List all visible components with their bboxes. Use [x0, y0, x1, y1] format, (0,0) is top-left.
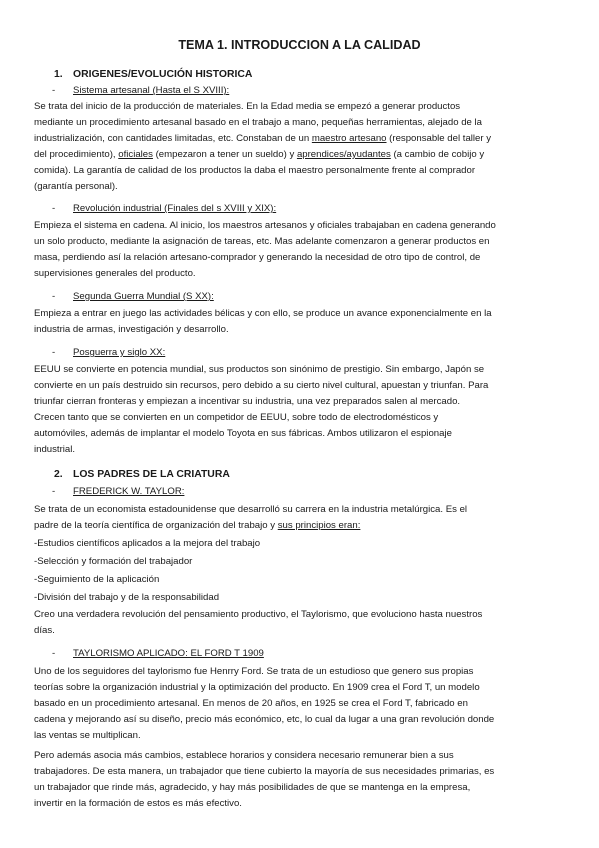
paragraph-line: Crecen tanto que se convierten en un competidor de EEUU, sobre todo de electrodomésticos y [34, 412, 439, 423]
paragraph-line: teorías sobre la organización industrial y la optimización del producto. En 1909 crea el Ford T, un modelo [34, 682, 480, 693]
section-title-padres: LOS PADRES DE LA CRIATURA [73, 469, 230, 480]
bullet-dash: - [52, 486, 56, 497]
paragraph-line: Creo una verdadera revolución del pensamiento productivo, el Taylorismo, que evoluciono hasta nuestros [34, 609, 483, 620]
paragraph-line: un solo producto, mediante la asignación de tareas, etc. Mas adelante comenzaron a generar productos en [34, 236, 490, 247]
list-item: -División del trabajo y de la responsabilidad [34, 592, 220, 603]
term-oficiales: oficiales [118, 149, 153, 160]
subheading-posguerra: Posguerra y siglo XX: [73, 347, 166, 358]
paragraph-line: comida). La garantía de calidad de los productos la daba el maestro personalmente frente al comprador [34, 165, 476, 176]
bullet-dash: - [52, 291, 56, 302]
paragraph-line: trabajadores. De esta manera, un trabajador que tiene cubierto la mayoría de sus necesidades primarias, es [34, 766, 495, 777]
paragraph-line: automóviles, además de implantar el modelo Toyota en sus fábricas. Ambos utilizaron el espionaje [34, 428, 452, 439]
document-title: TEMA 1. INTRODUCCION A LA CALIDAD [178, 38, 421, 52]
paragraph-line: Uno de los seguidores del taylorismo fue Henrry Ford. Se trata de un estudioso que genero sus propias [34, 666, 474, 677]
paragraph-line: padre de la teoría científica de organización del trabajo y sus principios eran: [34, 520, 361, 531]
paragraph-line: un trabajador que rinde más, agradecido, y hay más posibilidades de que se mantenga en la empresa, [34, 782, 471, 793]
paragraph-line: EEUU se convierte en potencia mundial, sus productos son sinónimo de prestigio. Sin embargo, Japón se [34, 364, 485, 375]
term-aprendices: aprendices/ayudantes [296, 149, 391, 160]
list-item: -Seguimiento de la aplicación [34, 574, 160, 585]
section-title-origenes: ORIGENES/EVOLUCIÓN HISTORICA [73, 69, 253, 80]
paragraph-line: Empieza a entrar en juego las actividades bélicas y con ello, se produce un avance exponencialmente en la [34, 308, 492, 319]
bullet-dash: - [52, 347, 56, 358]
subheading-revolucion-industrial: Revolución industrial (Finales del s XVIII y XIX): [73, 203, 277, 214]
bullet-dash: - [52, 203, 56, 214]
paragraph-line: (garantía personal). [34, 181, 118, 192]
paragraph-line: cadena y mejorando así su diseño, precio más económico, etc, lo cual da lugar a una gran revolución donde [34, 714, 495, 725]
subheading-taylor: FREDERICK W. TAYLOR: [73, 486, 185, 497]
paragraph-line: supervisiones generales del producto. [34, 268, 196, 279]
paragraph-line: Empieza el sistema en cadena. Al inicio, los maestros artesanos y oficiales trabajaban en cadena generando [34, 220, 496, 231]
paragraph-line: del procedimiento), oficiales (empezaron a tener un sueldo) y aprendices/ayudantes (a cambio de cobijo y [34, 149, 485, 160]
paragraph-line: mediante un procedimiento artesanal basado en el trabajo a mano, pequeñas herramientas, alejado de la [34, 117, 483, 128]
subheading-taylorismo-aplicado: TAYLORISMO APLICADO: EL FORD T 1909 [73, 648, 264, 659]
subheading-segunda-guerra: Segunda Guerra Mundial (S XX): [73, 291, 214, 302]
paragraph-line: industria de armas, investigación y desarrollo. [34, 324, 229, 335]
paragraph-line: Se trata de un economista estadounidense que desarrolló su carrera en la industria metalúrgica. Es el [34, 504, 468, 515]
paragraph-line: las ventas se multiplican. [34, 730, 141, 741]
paragraph-line: industrialización, con cantidades limitadas, etc. Constaban de un maestro artesano (responsable del taller y [34, 133, 492, 144]
bullet-dash: - [52, 648, 56, 659]
term-principios: sus principios eran: [277, 520, 361, 531]
paragraph-line: Se trata del inicio de la producción de materiales. En la Edad media se empezó a generar productos [34, 101, 461, 112]
bullet-dash: - [52, 85, 56, 96]
list-item: -Estudios científicos aplicados a la mejora del trabajo [34, 538, 261, 549]
term-maestro-artesano: maestro artesano [311, 133, 387, 144]
paragraph-line: convierte en un país destruido sin recursos, pero debido a su cierto nivel cultural, apuestan y triunfan. Para [34, 380, 489, 391]
paragraph-line: días. [34, 625, 55, 636]
paragraph-line: Pero además asocia más cambios, establece horarios y considera necesario remunerar bien a sus [34, 750, 454, 761]
section-number: 2. [54, 469, 63, 480]
paragraph-line: invertir en la formación de estos es más efectivo. [34, 798, 242, 809]
paragraph-line: masa, perdiendo así la relación artesano-comprador y generando la necesidad de otro tipo de control, de [34, 252, 481, 263]
subheading-sistema-artesanal: Sistema artesanal (Hasta el S XVIII): [73, 85, 230, 96]
paragraph-line: triunfar cierran fronteras y empiezan a incentivar su industria, una vez preparados salen al mercado. [34, 396, 461, 407]
paragraph-line: basado en un procedimiento artesanal. En menos de 20 años, en 1925 se crea el Ford T, fabricado en [34, 698, 468, 709]
paragraph-line: industrial. [34, 444, 76, 455]
list-item: -Selección y formación del trabajador [34, 556, 193, 567]
section-number: 1. [54, 69, 63, 80]
